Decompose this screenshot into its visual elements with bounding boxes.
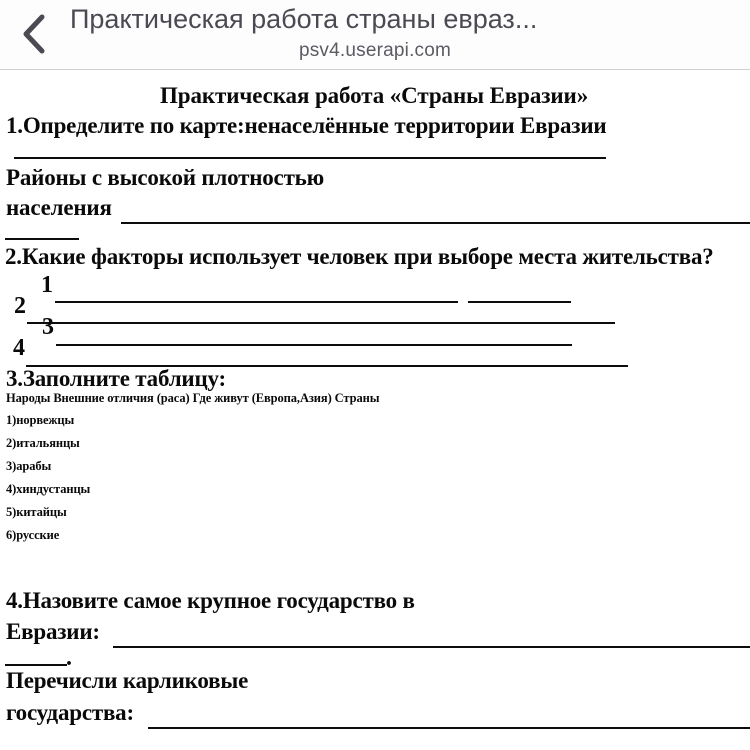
answer-rule-q1-c[interactable] bbox=[5, 238, 79, 240]
answer-rule-q1-b[interactable] bbox=[121, 222, 750, 224]
url-label: psv4.userapi.com bbox=[298, 40, 452, 61]
question-2-item-4-number: 4 bbox=[13, 335, 25, 361]
question-4-line-1: 4.Назовите самое крупное государство в bbox=[6, 588, 415, 613]
question-1-sub-line-1: Районы с высокой плотностью bbox=[6, 165, 325, 190]
browser-top-bar bbox=[0, 0, 750, 70]
table-row: 1)норвежцы bbox=[6, 413, 75, 427]
question-5-line-2: государства: bbox=[6, 700, 134, 725]
answer-rule-q2-1a[interactable] bbox=[55, 301, 458, 303]
question-2-item-3-number: 3 bbox=[42, 314, 54, 340]
answer-rule-q4-cont[interactable] bbox=[5, 664, 67, 666]
table-row: 5)китайцы bbox=[6, 505, 67, 519]
answer-rule-q1-a[interactable] bbox=[14, 157, 606, 159]
question-2-text: 2.Какие факторы использует человек при выборе места жительства? bbox=[5, 244, 714, 269]
table-header-row: Народы Внешние отличия (раса) Где живут (Европа,Азия) Страны bbox=[6, 391, 380, 405]
worksheet-title: Практическая работа «Страны Евразии» bbox=[160, 83, 589, 108]
question-4-line-2: Евразии: bbox=[6, 619, 100, 644]
answer-rule-q2-3[interactable] bbox=[56, 344, 572, 346]
period-mark: . bbox=[66, 645, 72, 671]
table-row: 3)арабы bbox=[6, 459, 52, 473]
table-row: 4)хиндустанцы bbox=[6, 482, 91, 496]
answer-rule-q2-2[interactable] bbox=[27, 322, 615, 324]
worksheet-page bbox=[0, 70, 750, 750]
question-5-line-1: Перечисли карликовые bbox=[6, 668, 249, 693]
table-row: 2)итальянцы bbox=[6, 436, 80, 450]
answer-rule-q5[interactable] bbox=[148, 727, 750, 729]
answer-rule-q2-1b[interactable] bbox=[468, 301, 571, 303]
question-1-sub-line-2: населения bbox=[6, 195, 112, 220]
page-title: Практическая работа страны евраз... bbox=[70, 4, 538, 34]
question-1-text: 1.Определите по карте:ненаселённые территории Евразии bbox=[6, 113, 607, 138]
question-3-text: 3.Заполните таблицу: bbox=[6, 366, 226, 391]
answer-rule-q4[interactable] bbox=[113, 646, 750, 648]
question-2-item-1-number: 1 bbox=[41, 272, 53, 298]
table-row: 6)русские bbox=[6, 528, 60, 542]
question-2-item-2-number: 2 bbox=[14, 293, 26, 319]
